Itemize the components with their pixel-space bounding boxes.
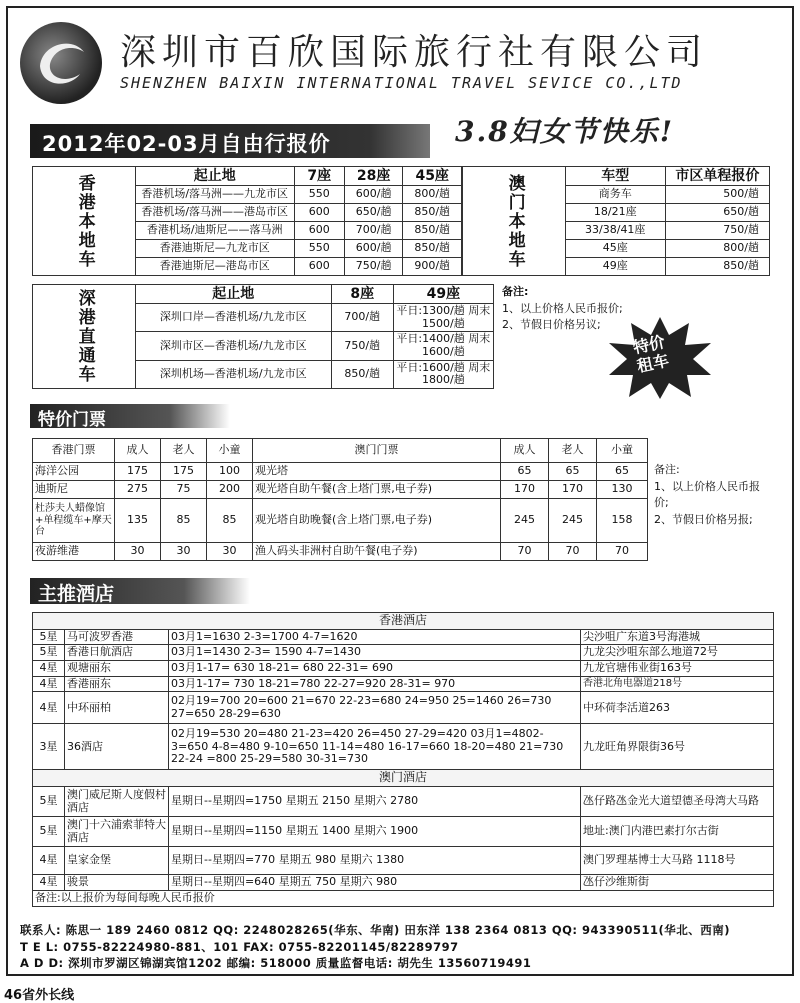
col-header: 小童 [207,439,253,463]
ticket-note [654,462,774,528]
hotel-star: 5星 [33,787,65,817]
table-cell: 650/趟 [344,204,403,222]
table-cell: 30 [207,543,253,561]
table-cell: 170 [501,481,549,499]
table-cell: 平日:1400/趟 周末1600/趟 [393,332,493,360]
table-cell: 18/21座 [565,204,665,222]
table-cell: 迪斯尼 [33,481,115,499]
table-cell: 200 [207,481,253,499]
table-cell: 65 [549,463,597,481]
hotel-address: 香港北角电器道218号 [581,676,774,692]
table-cell: 70 [549,543,597,561]
table-cell: 600/趟 [344,186,403,204]
hotel-star: 5星 [33,817,65,847]
table-cell: 85 [161,499,207,543]
table-cell: 香港机场/落马洲——九龙市区 [135,186,294,204]
table-cell: 850/趟 [665,258,769,276]
col-header: 45座 [403,167,462,186]
table-cell: 香港迪斯尼—港岛市区 [135,258,294,276]
table-cell: 香港机场/迪斯尼——落马洲 [135,222,294,240]
macau-car-label: 澳门本地车 [463,167,566,276]
hotel-name: 香港日航酒店 [65,645,169,661]
hotel-star: 4星 [33,661,65,677]
col-header: 起止地 [135,285,331,304]
contact-line: 联系人: 陈思一 189 2460 0812 QQ: 2248028265(华东、华南) 田东洋 138 2364 0813 QQ: 943390511(华北、西南) [20,923,731,937]
hotel-star: 4星 [33,676,65,692]
tickets-section-title: 特价门票 [30,404,230,428]
col-header: 成人 [501,439,549,463]
hotel-table [32,612,774,907]
badge-text: 特价 [631,332,667,358]
table-cell: 700/趟 [344,222,403,240]
table-cell: 600/趟 [344,240,403,258]
table-cell: 香港迪斯尼—九龙市区 [135,240,294,258]
table-cell: 杜莎夫人蜡像馆+单程缆车+摩天台 [33,499,115,543]
macau-hotel-label: 澳门酒店 [33,770,774,787]
col-header: 49座 [393,285,493,304]
hk-hotel-label: 香港酒店 [33,613,774,630]
hotel-address: 氹仔路氹金光大道望德圣母湾大马路 [581,787,774,817]
ticket-table [32,438,648,561]
table-cell: 70 [597,543,648,561]
hotel-name: 观塘丽东 [65,661,169,677]
hotel-name: 马可波罗香港 [65,629,169,645]
contact-footer [20,922,730,972]
sz-hk-car-table [32,284,494,389]
table-cell: 550 [294,240,344,258]
hotel-name: 皇家金堡 [65,847,169,875]
table-cell: 平日:1300/趟 周末1500/趟 [393,304,493,332]
table-cell: 850/趟 [331,360,393,388]
hotel-name: 香港丽东 [65,676,169,692]
ticket-note-line: 2、节假日价格另报; [654,512,753,526]
col-header: 起止地 [135,167,294,186]
hotel-price: 星期日--星期四=1750 星期五 2150 星期六 2780 [169,787,581,817]
table-cell: 650/趟 [665,204,769,222]
hotel-star: 4星 [33,847,65,875]
hotel-address: 澳门罗理基博士大马路 1118号 [581,847,774,875]
table-cell: 600 [294,258,344,276]
company-logo-icon [20,22,102,104]
table-cell: 65 [501,463,549,481]
hk-car-label: 香港本地车 [33,167,136,276]
col-header: 8座 [331,285,393,304]
table-cell: 深圳机场—香港机场/九龙市区 [135,360,331,388]
table-cell: 平日:1600/趟 周末1800/趟 [393,360,493,388]
table-cell: 175 [161,463,207,481]
car-note-line: 2、节假日价格另议; [502,318,601,331]
col-header: 7座 [294,167,344,186]
table-cell: 500/趟 [665,186,769,204]
table-cell: 550 [294,186,344,204]
hotel-star: 5星 [33,629,65,645]
table-cell: 158 [597,499,648,543]
col-header: 老人 [549,439,597,463]
table-cell: 800/趟 [403,186,462,204]
table-cell: 750/趟 [344,258,403,276]
hotel-star: 4星 [33,875,65,891]
hotel-price: 02月19=700 20=600 21=670 22-23=680 24=950 25=1460 26=730 27=650 28-29=630 [169,692,581,724]
table-cell: 245 [549,499,597,543]
macau-car-table [462,166,770,276]
hotel-price: 03月1-17= 630 18-21= 680 22-31= 690 [169,661,581,677]
hotel-name: 澳门威尼斯人度假村酒店 [65,787,169,817]
hotel-address: 中环荷李活道263 [581,692,774,724]
table-cell: 750/趟 [665,222,769,240]
table-cell: 65 [597,463,648,481]
table-cell: 49座 [565,258,665,276]
table-cell: 900/趟 [403,258,462,276]
holiday-greeting: 3.8妇女节快乐! [455,115,675,148]
table-cell: 135 [115,499,161,543]
table-cell: 观光塔 [253,463,501,481]
hotel-price: 03月1=1630 2-3=1700 4-7=1620 [169,629,581,645]
hotel-address: 九龙尖沙咀东部么地道72号 [581,645,774,661]
page-number: 46省外长线 [4,988,75,1003]
col-header: 老人 [161,439,207,463]
hotel-name: 骏景 [65,875,169,891]
col-header: 澳门门票 [253,439,501,463]
table-cell: 观光塔自助晚餐(含上塔门票,电子券) [253,499,501,543]
table-cell: 海洋公园 [33,463,115,481]
table-cell: 245 [501,499,549,543]
table-cell: 800/趟 [665,240,769,258]
col-header: 28座 [344,167,403,186]
hotel-address: 九龙旺角界限街36号 [581,724,774,770]
col-header: 车型 [565,167,665,186]
address-line: A D D: 深圳市罗湖区锦湖宾馆1202 邮编: 518000 质量监督电话: 胡先生 13560719491 [20,956,532,971]
hotel-note: 备注:以上报价为每间每晚人民币报价 [33,891,774,907]
hotel-price: 03月1-17= 730 18-21=780 22-27=920 28-31= 970 [169,676,581,692]
table-cell: 深圳市区—香港机场/九龙市区 [135,332,331,360]
hotel-address: 九龙官塘伟业街163号 [581,661,774,677]
col-header: 成人 [115,439,161,463]
table-cell: 850/趟 [403,222,462,240]
company-name-cn: 深圳市百欣国际旅行社有限公司 [120,32,709,73]
company-name-en: SHENZHEN BAIXIN INTERNATIONAL TRAVEL SEVICE CO.,LTD [120,74,683,92]
table-cell: 275 [115,481,161,499]
hotel-address: 地址:澳门内港巴素打尔古街 [581,817,774,847]
table-cell: 夜游维港 [33,543,115,561]
table-cell: 香港机场/落马洲——港岛市区 [135,204,294,222]
hotel-star: 5星 [33,645,65,661]
table-cell: 600 [294,204,344,222]
ticket-note-title: 备注: [654,463,680,476]
table-cell: 170 [549,481,597,499]
table-cell: 观光塔自助午餐(含上塔门票,电子券) [253,481,501,499]
hotel-address: 氹仔沙维斯街 [581,875,774,891]
hotel-name: 中环丽柏 [65,692,169,724]
hotel-price: 03月1=1430 2-3= 1590 4-7=1430 [169,645,581,661]
hotel-price: 星期日--星期四=1150 星期五 1400 星期六 1900 [169,817,581,847]
special-rental-badge [605,315,715,400]
col-header: 香港门票 [33,439,115,463]
ticket-note-line: 1、以上价格人民币报价; [654,479,760,509]
table-cell: 商务车 [565,186,665,204]
hk-car-table [32,166,462,276]
hotel-price: 星期日--星期四=770 星期五 980 星期六 1380 [169,847,581,875]
col-header: 小童 [597,439,648,463]
table-cell: 33/38/41座 [565,222,665,240]
table-cell: 渔人码头非洲村自助午餐(电子券) [253,543,501,561]
table-cell: 850/趟 [403,240,462,258]
table-cell: 700/趟 [331,304,393,332]
hotel-address: 尖沙咀广东道3号海港城 [581,629,774,645]
hotel-price: 星期日--星期四=640 星期五 750 星期六 980 [169,875,581,891]
table-cell: 30 [115,543,161,561]
sz-hk-car-label: 深港直通车 [33,285,136,389]
table-cell: 30 [161,543,207,561]
hotels-section-title: 主推酒店 [30,578,250,604]
table-cell: 45座 [565,240,665,258]
hotel-name: 澳门十六浦索菲特大酒店 [65,817,169,847]
table-cell: 75 [161,481,207,499]
col-header: 市区单程报价 [665,167,769,186]
table-cell: 100 [207,463,253,481]
badge-text: 租车 [635,350,671,377]
hotel-star: 3星 [33,724,65,770]
hotel-price: 02月19=530 20=480 21-23=420 26=450 27-29=420 03月1=4802-3=650 4-8=480 9-10=650 11-14=480 16-17=660 18-20=480 21=730 22-24 =800 25-29=580 30-31=730 [169,724,581,770]
table-cell: 深圳口岸—香港机场/九龙市区 [135,304,331,332]
table-cell: 850/趟 [403,204,462,222]
phone-line: T E L: 0755-82224980-881、101 FAX: 0755-82201145/82289797 [20,939,459,954]
table-cell: 130 [597,481,648,499]
table-cell: 70 [501,543,549,561]
table-cell: 175 [115,463,161,481]
car-note-line: 1、以上价格人民币报价; [502,301,623,315]
hotel-name: 36酒店 [65,724,169,770]
table-cell: 600 [294,222,344,240]
hotel-star: 4星 [33,692,65,724]
car-note-title: 备注: [502,285,529,298]
page-title: 2012年02-03月自由行报价 [30,124,430,158]
table-cell: 85 [207,499,253,543]
table-cell: 750/趟 [331,332,393,360]
